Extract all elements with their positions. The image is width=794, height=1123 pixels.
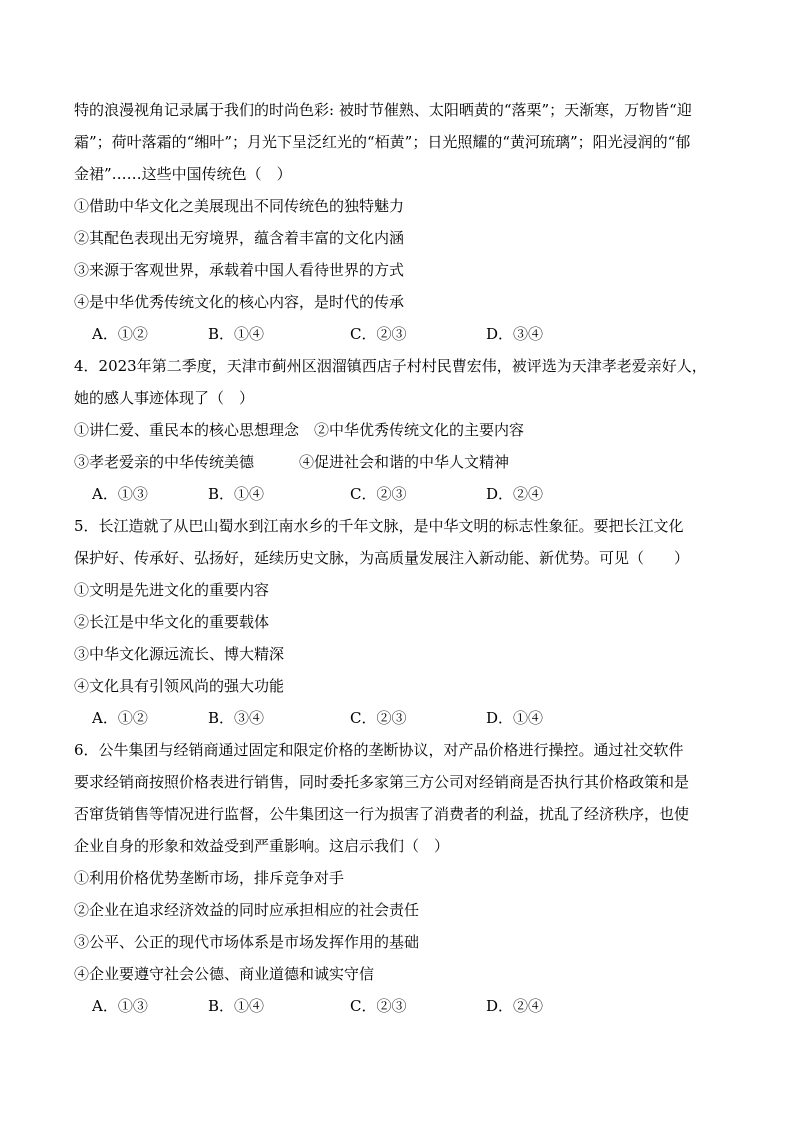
question-item: ③孝老爱亲的中华传统美德 ④促进社会和谐的中华人文精神 — [74, 453, 510, 471]
option-a: A．①③ — [92, 997, 148, 1015]
question-item: ②长江是中华文化的重要载体 — [74, 613, 270, 631]
question-stem-line: 保护好、传承好、弘扬好，延续历史文脉，为高质量发展注入新动能、新优势。可见（ ） — [74, 549, 690, 567]
question-stem-line: 她的感人事迹体现了（ ） — [74, 389, 255, 407]
question-item: ①借助中华文化之美展现出不同传统色的独特魅力 — [74, 197, 405, 215]
question-stem-line: 否窜货销售等情况进行监督，公牛集团这一行为损害了消费者的利益，扰乱了经济秩序，也使 — [74, 805, 690, 823]
question-6 — [74, 734, 724, 1022]
question-item: ④是中华优秀传统文化的核心内容，是时代的传承 — [74, 293, 405, 311]
question-item: ①讲仁爱、重民本的核心思想理念 ②中华优秀传统文化的主要内容 — [74, 421, 525, 439]
question-stem-line: 4．2023年第二季度，天津市蓟州区洇溜镇西店子村村民曹宏伟，被评选为天津孝老爱亲好人， — [74, 357, 707, 375]
question-item: ②企业在追求经济效益的同时应承担相应的社会责任 — [74, 901, 420, 919]
question-item: ①利用价格优势垄断市场，排斥竞争对手 — [74, 869, 345, 887]
question-stem-line: 特的浪漫视角记录属于我们的时尚色彩: 被时节催熟、太阳晒黄的“落栗”；天渐寒，万物皆“迎 — [74, 101, 692, 119]
answer-options — [74, 478, 724, 510]
question-3 — [74, 94, 724, 350]
option-c: C．②③ — [350, 997, 407, 1015]
option-b: B．①④ — [208, 485, 265, 503]
question-stem-line: 企业自身的形象和效益受到严重影响。这启示我们（ ） — [74, 837, 450, 855]
question-item: ①文明是先进文化的重要内容 — [74, 581, 270, 599]
option-d: D．②④ — [486, 997, 544, 1015]
option-a: A．①② — [92, 709, 148, 727]
question-stem-line: 6．公牛集团与经销商通过固定和限定价格的垄断协议，对产品价格进行操控。通过社交软件 — [74, 741, 684, 759]
question-stem-line: 霜”；荷叶落霜的“缃叶”；月光下呈泛红光的“栢黄”；日光照耀的“黄河琉璃”；阳光浸润的“郁 — [74, 133, 691, 151]
option-c: C．②③ — [350, 709, 407, 727]
option-d: D．②④ — [486, 485, 544, 503]
option-b: B．③④ — [208, 709, 265, 727]
question-item: ③公平、公正的现代市场体系是市场发挥作用的基础 — [74, 933, 420, 951]
question-4 — [74, 350, 724, 510]
option-c: C．②③ — [350, 325, 407, 343]
option-a: A．①③ — [92, 485, 148, 503]
answer-options — [74, 318, 724, 350]
question-item: ④文化具有引领风尚的强大功能 — [74, 677, 285, 695]
question-item: ③来源于客观世界，承载着中国人看待世界的方式 — [74, 261, 405, 279]
question-item: ③中华文化源远流长、博大精深 — [74, 645, 285, 663]
answer-options — [74, 702, 724, 734]
option-d: D．①④ — [486, 709, 544, 727]
option-d: D．③④ — [486, 325, 544, 343]
option-c: C．②③ — [350, 485, 407, 503]
option-a: A．①② — [92, 325, 148, 343]
question-stem-line: 要求经销商按照价格表进行销售，同时委托多家第三方公司对经销商是否执行其价格政策和是 — [74, 773, 690, 791]
question-stem-line: 金裙”……这些中国传统色（ ） — [74, 165, 292, 183]
question-stem-line: 5．长江造就了从巴山蜀水到江南水乡的千年文脉，是中华文明的标志性象征。要把长江文化 — [74, 517, 684, 535]
option-b: B．①④ — [208, 997, 265, 1015]
question-5 — [74, 510, 724, 734]
answer-options — [74, 990, 724, 1022]
document-content — [74, 94, 724, 1022]
option-b: B．①④ — [208, 325, 265, 343]
question-item: ②其配色表现出无穷境界，蕴含着丰富的文化内涵 — [74, 229, 405, 247]
question-item: ④企业要遵守社会公德、商业道德和诚实守信 — [74, 965, 375, 983]
